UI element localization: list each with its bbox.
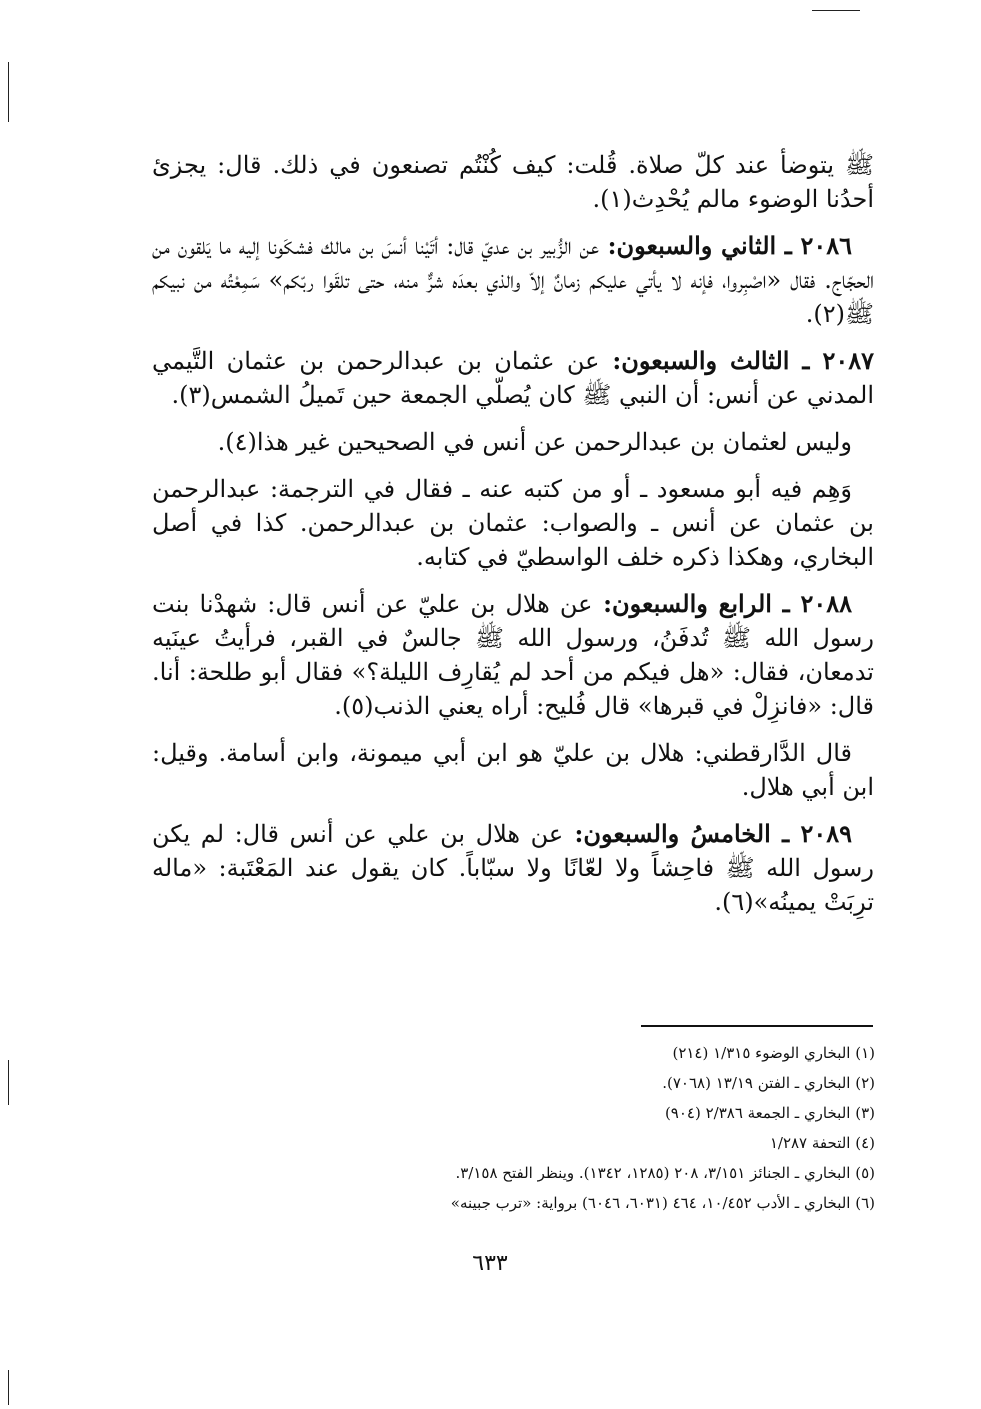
footnotes [300, 1038, 875, 1218]
main-text [152, 148, 874, 932]
hadith-2086-heading: ٢٠٨٦ ـ الثاني والسبعون: [599, 231, 853, 260]
commentary-2088-text: قال الدَّارقطني: هلال بن عليّ هو ابن أبي ميمونة، وابن أسامة. وقيل: ابن أبي هلال. [152, 739, 874, 801]
footnote-5: (٥) البخاري ـ الجنائز ٣/١٥١، ٢٠٨ (١٢٨٥، ١٣٤٢). وينظر الفتح ٣/١٥٨. [455, 1164, 875, 1182]
hadith-2089 [152, 817, 874, 919]
hadith-2089-heading: ٢٠٨٩ ـ الخامسُ والسبعون: [563, 819, 852, 848]
commentary-2087-a-text: وليس لعثمان بن عبدالرحمن عن أنس في الصحيحين غير هذا(٤). [217, 428, 852, 456]
footnote-2: (٢) البخاري ـ الفتن ١٣/١٩ (٧٠٦٨). [662, 1074, 875, 1092]
scan-mark-left-3 [8, 1370, 9, 1405]
commentary-2087-a [152, 425, 874, 459]
commentary-2088 [152, 736, 874, 804]
footnote-6: (٦) البخاري ـ الأدب ١٠/٤٥٢، ٤٦٤ (٦٠٣١، ٦٠٤٦) برواية: «ترب جبينه» [450, 1194, 875, 1212]
paragraph-1 [152, 148, 874, 216]
hadith-2087 [152, 344, 874, 412]
footnote-separator [641, 1025, 873, 1027]
footnote-4: (٤) التحفة ١/٢٨٧ [769, 1134, 875, 1152]
hadith-2087-heading: ٢٠٨٧ ـ الثالث والسبعون: [599, 346, 874, 375]
hadith-2088-heading: ٢٠٨٨ ـ الرابع والسبعون: [592, 589, 852, 618]
hadith-2086 [152, 229, 874, 331]
footnote-3: (٣) البخاري ـ الجمعة ٢/٣٨٦ (٩٠٤) [664, 1104, 875, 1122]
footnote-1: (١) البخاري الوضوء ١/٣١٥ (٢١٤) [672, 1044, 875, 1062]
page-number: ٦٣٣ [472, 1251, 508, 1276]
hadith-2088-text: عن هلال بن عليّ عن أنس قال: شهدْنا بنت رسول الله ﷺ تُدفَنُ، ورسول الله ﷺ جالسٌ في القبر، فرأيتُ عينَيه تدمعان، فقال: «هل فيكم من أحد لم يُقارِف الليلة؟» فقال أبو طلحة: أنا. قال: «فانزِلْ في قبرها» قال فُليح: أراه يعني الذنب(٥). [152, 590, 875, 720]
hadith-2088 [152, 587, 874, 723]
hadith-2086-text: عن الزُّبير بن عديّ قال: أتَيْنا أنسَ بن مالك فشكَونا إليه ما يَلقون من الحجّاج. فقال «اصْبِروا، فإنه لا يأتي عليكم زمانٌ إلاّ والذي بعدَه شرٌّ منه، حتى تلقَوا ربّكم» سَمِعْتُه من نبيكم ﷺ(٢). [152, 232, 874, 328]
scan-mark-left-2 [8, 1060, 9, 1105]
hadith-2089-text: عن هلال بن علي عن أنس قال: لم يكن رسول الله ﷺ فاحِشاً ولا لعّانًا ولا سبّاباً. كان يقول عند المَعْتَبة: «ماله ترِبَتْ يمينُه»(٦). [152, 820, 874, 916]
commentary-2087-b [152, 472, 874, 574]
scan-mark-top [812, 10, 860, 11]
hadith-2087-text: عن عثمان بن عبدالرحمن بن عثمان التَّيمي المدني عن أنس: أن النبي ﷺ كان يُصلّي الجمعة حين تَميلُ الشمس(٣). [152, 347, 874, 409]
paragraph-1-text: ﷺ يتوضأ عند كلّ صلاة. قُلت: كيف كُنْتُم تصنعون في ذلك. قال: يجزئ أحدُنا الوضوء مالم يُحْدِث(١). [152, 151, 874, 213]
commentary-2087-b-text: وَهِم فيه أبو مسعود ـ أو من كتبه عنه ـ فقال في الترجمة: عبدالرحمن بن عثمان عن أنس ـ والصواب: عثمان بن عبدالرحمن. كذا في أصل البخاري، وهكذا ذكره خلف الواسطيّ في كتابه. [152, 475, 874, 571]
scan-mark-left-1 [8, 62, 9, 122]
